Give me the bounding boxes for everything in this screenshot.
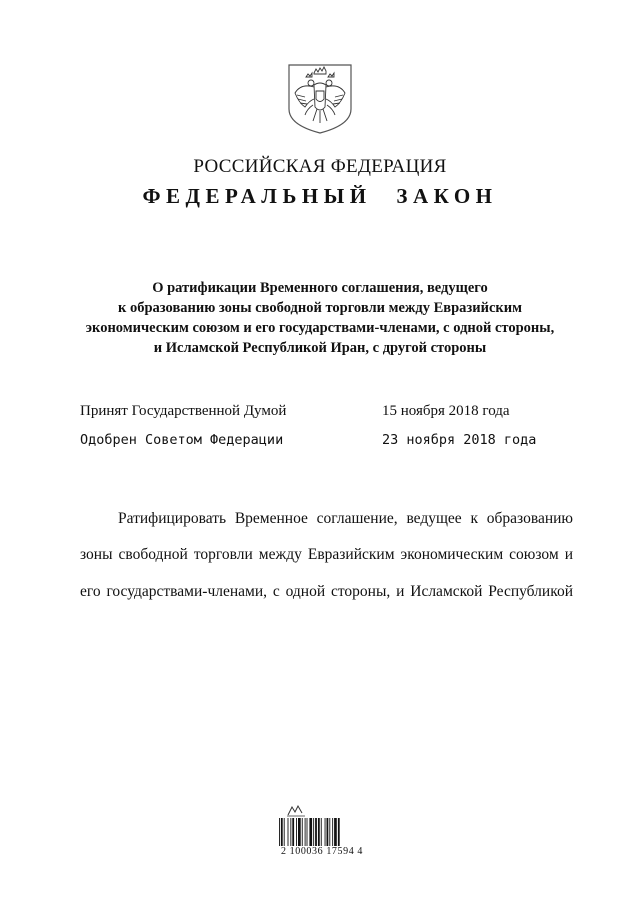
adoption-council-label: Одобрен Советом Федерации xyxy=(80,432,284,448)
adoption-duma-label: Принят Государственной Думой xyxy=(80,403,287,419)
law-type-heading: ФЕДЕРАЛЬНЫЙ ЗАКОН xyxy=(142,184,498,208)
adoption-council-date: 23 ноября 2018 года xyxy=(382,432,537,448)
body-text-line: Ратифицировать Временное соглашение, ведущее к образованию xyxy=(118,510,573,527)
barcode-icon xyxy=(279,818,365,846)
law-title-line: и Исламской Республикой Иран, с другой стороны xyxy=(153,340,487,356)
body-text-line: зоны свободной торговли между Евразийским экономическим союзом и xyxy=(80,546,573,563)
adoption-duma-date: 15 ноября 2018 года xyxy=(382,403,510,419)
barcode-number: 2 100036 17594 4 xyxy=(280,846,364,857)
law-title xyxy=(60,278,580,358)
barcode-logo-icon xyxy=(285,803,307,817)
body-text-line: его государствами-членами, с одной стороны, и Исламской Республикой xyxy=(80,583,573,600)
law-title-line: к образованию зоны свободной торговли между Евразийским xyxy=(118,300,522,316)
coat-of-arms-emblem xyxy=(287,63,353,135)
country-name: РОССИЙСКАЯ ФЕДЕРАЦИЯ xyxy=(193,156,447,177)
law-title-line: О ратификации Временного соглашения, ведущего xyxy=(152,280,488,296)
law-title-line: экономическим союзом и его государствами-членами, с одной стороны, xyxy=(85,320,555,336)
